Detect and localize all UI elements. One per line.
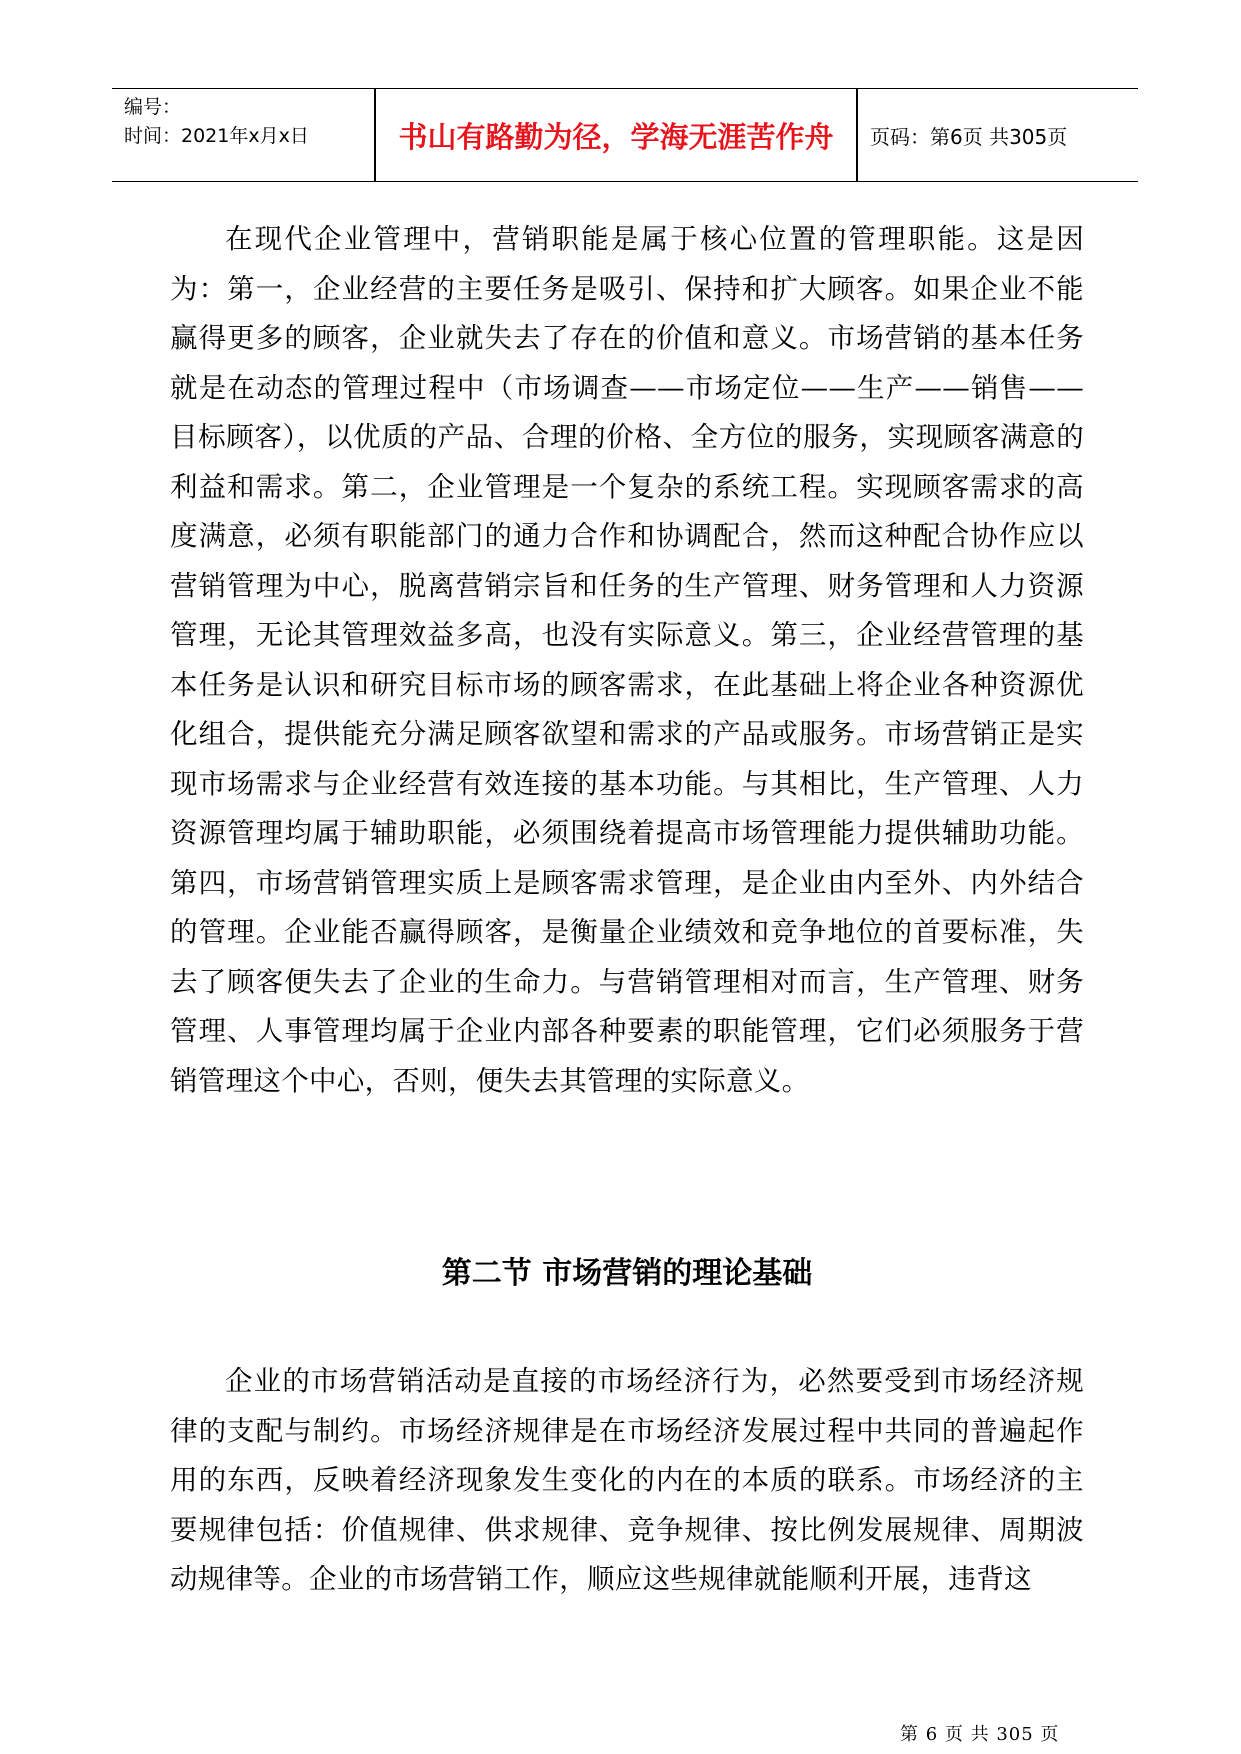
body-content [170, 1357, 1084, 1605]
paragraph: 企业的市场营销活动是直接的市场经济行为，必然要受到市场经济规律的支配与制约。市场经济规律是在市场经济发展过程中共同的普遍起作用的东西，反映着经济现象发生变化的内在的本质的联系。市场经济的主要规律包括：价值规律、供求规律、竞争规律、按比例发展规律、周期波动规律等。企业的市场营销工作，顺应这些规律就能顺利开展，违背这 [170, 1365, 1084, 1595]
body-content [170, 215, 1084, 1106]
section-title: 第二节 市场营销的理论基础 [441, 1256, 813, 1291]
page-header [112, 88, 1138, 182]
serial-label: 编号： [124, 96, 182, 118]
page-footer: 第 6 页 共 305 页 [900, 1724, 1060, 1745]
header-motto: 书山有路勤为径，学海无涯苦作舟 [398, 119, 834, 154]
time-label: 时间：2021年x月x日 [124, 125, 309, 147]
header-meta [124, 93, 374, 151]
header-page-info: 页码：第6页 共305页 [870, 124, 1068, 149]
paragraph: 在现代企业管理中，营销职能是属于核心位置的管理职能。这是因为：第一，企业经营的主要任务是吸引、保持和扩大顾客。如果企业不能赢得更多的顾客，企业就失去了存在的价值和意义。市场营销的基本任务就是在动态的管理过程中（市场调查——市场定位——生产——销售——目标顾客），以优质的产品、合理的价格、全方位的服务，实现顾客满意的利益和需求。第二，企业管理是一个复杂的系统工程。实现顾客需求的高度满意，必须有职能部门的通力合作和协调配合，然而这种配合协作应以营销管理为中心，脱离营销宗旨和任务的生产管理、财务管理和人力资源管理，无论其管理效益多高，也没有实际意义。第三，企业经营管理的基本任务是认识和研究目标市场的顾客需求，在此基础上将企业各种资源优化组合，提供能充分满足顾客欲望和需求的产品或服务。市场营销正是实现市场需求与企业经营有效连接的基本功能。与其相比，生产管理、人力资源管理均属于辅助职能，必须围绕着提高市场管理能力提供辅助功能。第四，市场营销管理实质上是顾客需求管理，是企业由内至外、内外结合的管理。企业能否赢得顾客，是衡量企业绩效和竞争地位的首要标准，失去了顾客便失去了企业的生命力。与营销管理相对而言，生产管理、财务管理、人事管理均属于企业内部各种要素的职能管理，它们必须服务于营销管理这个中心，否则，便失去其管理的实际意义。 [170, 223, 1084, 1097]
header-divider [856, 89, 858, 181]
